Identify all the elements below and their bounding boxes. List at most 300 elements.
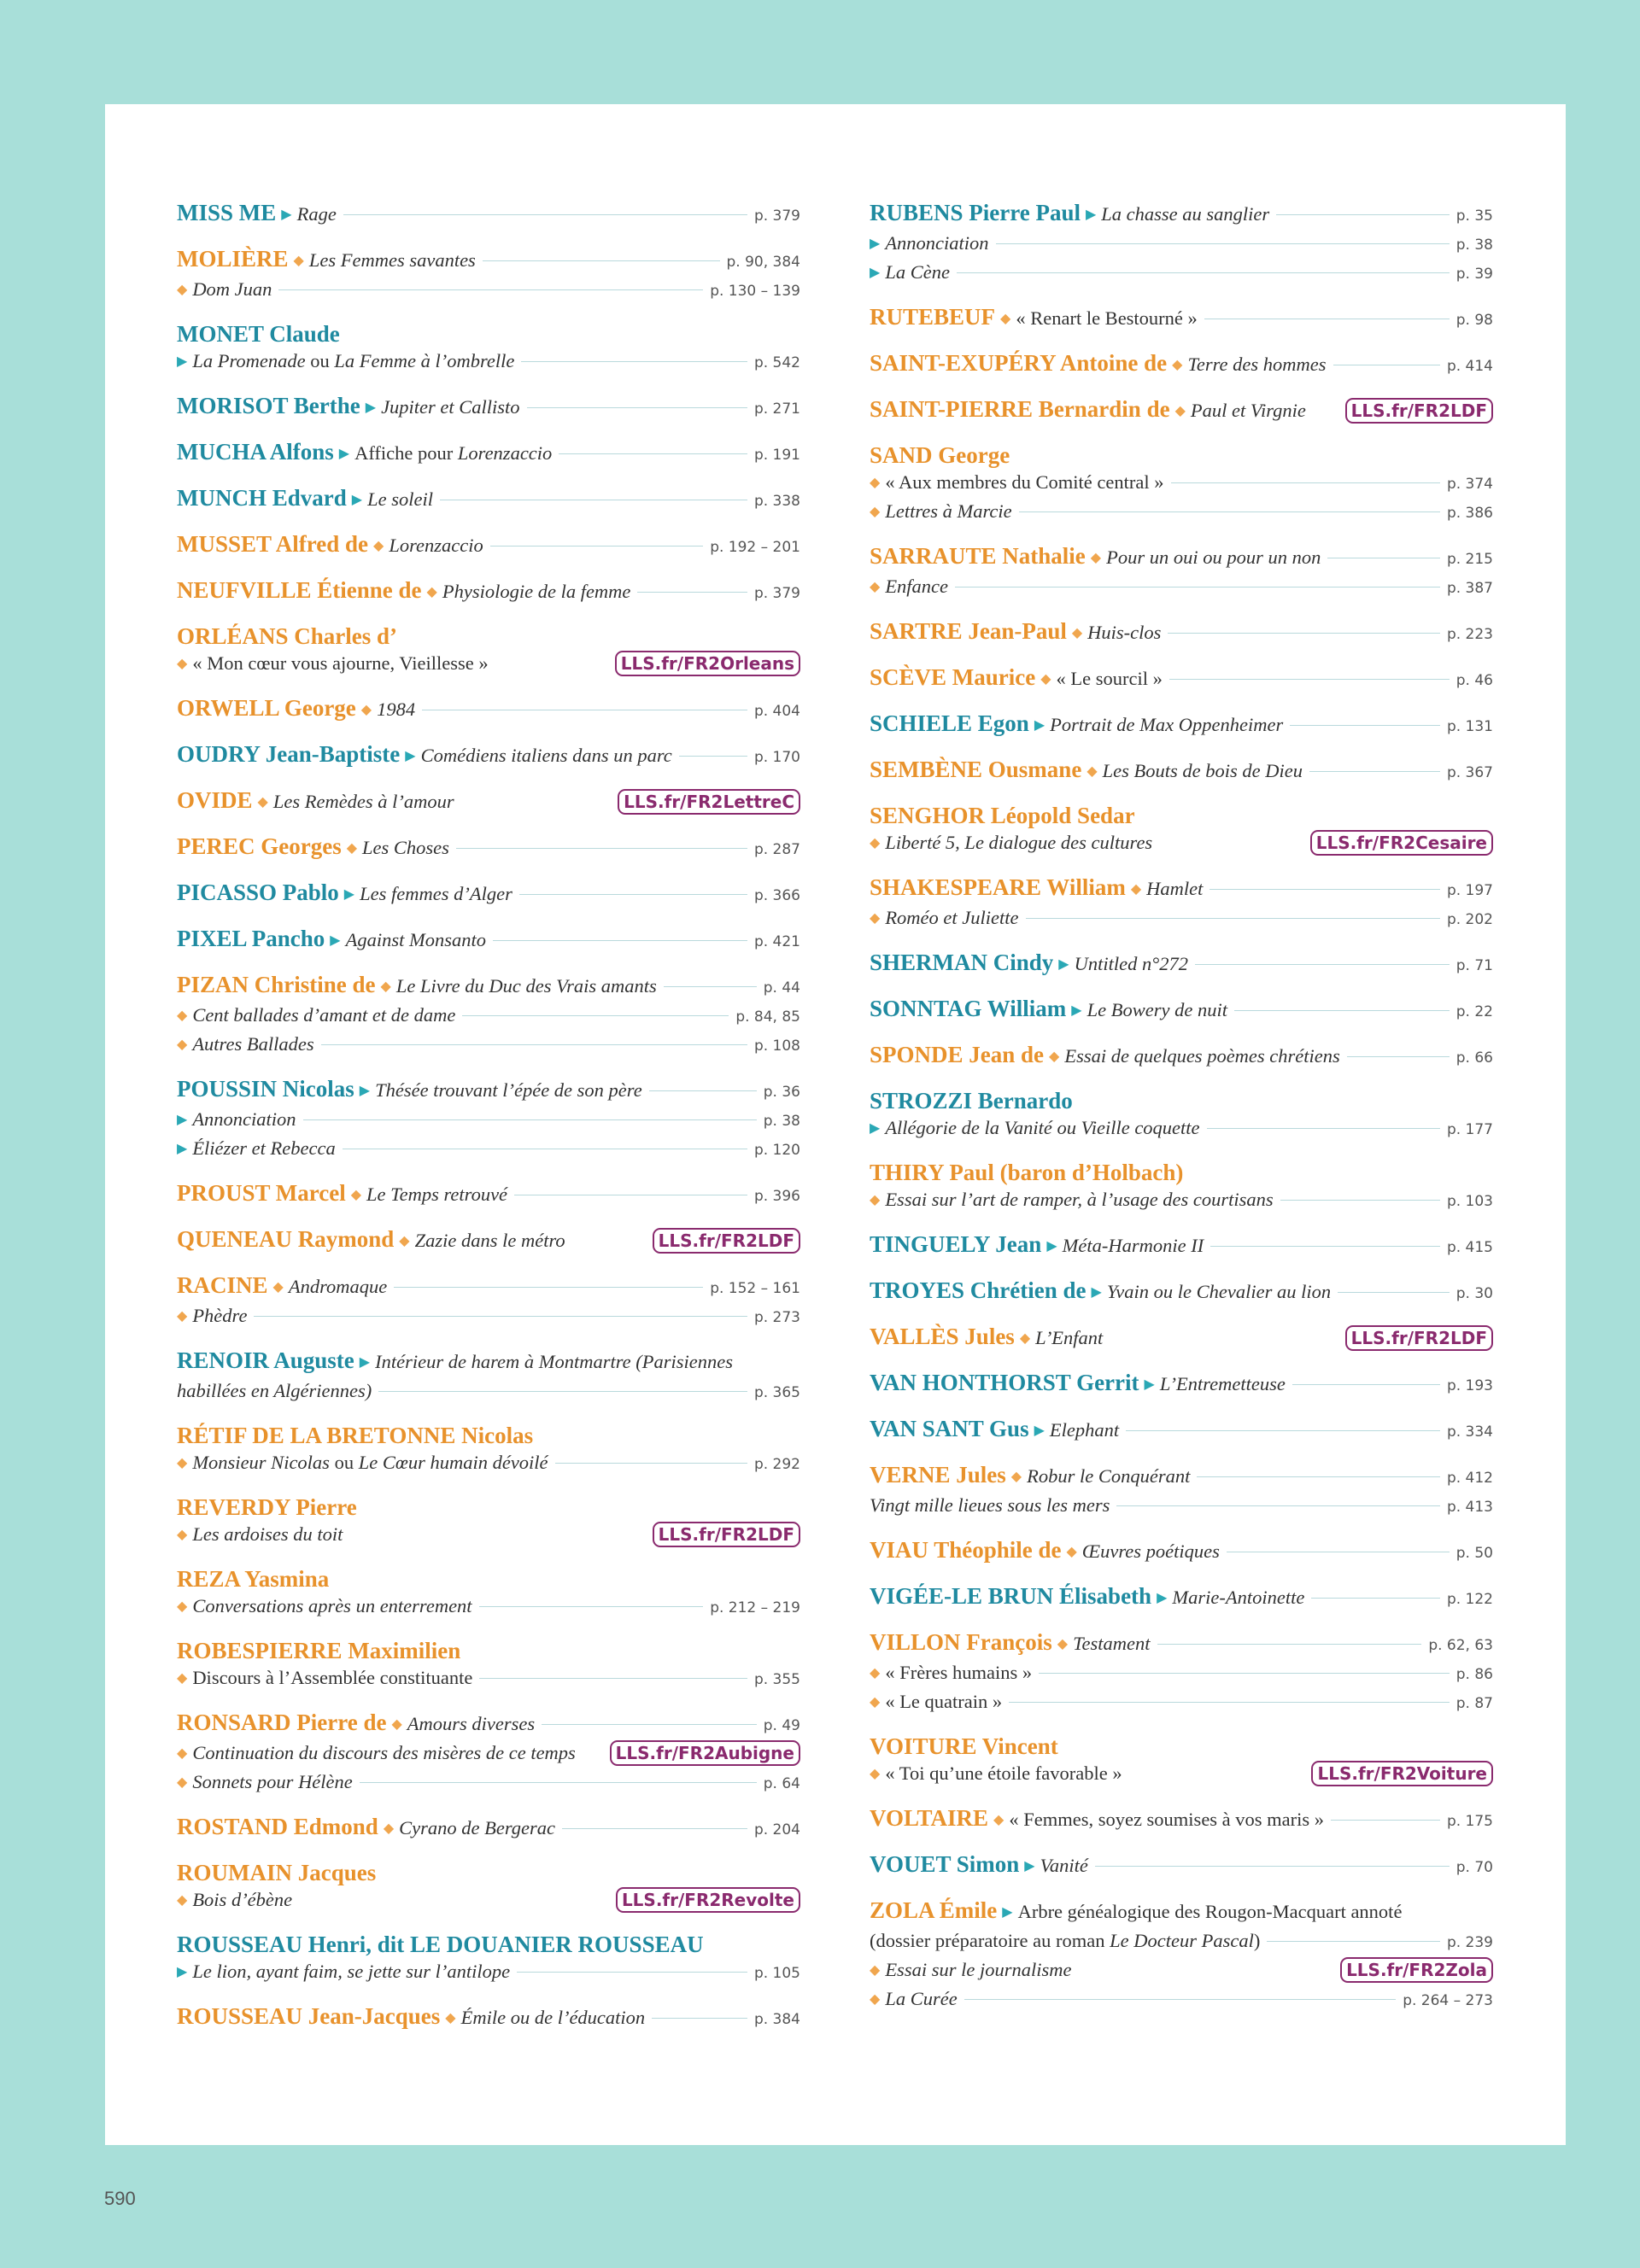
work-title [885, 1114, 1199, 1141]
author-name: VERNE Jules [870, 1462, 1006, 1488]
triangle-marker-icon: ▶ [870, 266, 881, 280]
diamond-marker-icon: ◆ [1019, 1331, 1031, 1346]
work-title [289, 1273, 387, 1300]
diamond-marker-icon: ◆ [177, 1775, 188, 1790]
work-title-part: 1984 [377, 699, 416, 720]
work-title-part: Les Choses [362, 837, 449, 858]
diamond-marker-icon: ◆ [391, 1717, 402, 1732]
leader-line [542, 1724, 757, 1725]
author-name: QUENEAU Raymond [177, 1226, 395, 1252]
work-title [192, 1958, 510, 1984]
work-title-part: Conversations après un enterrement [192, 1595, 472, 1616]
triangle-marker-icon: ▶ [1144, 1377, 1155, 1392]
triangle-marker-icon: ▶ [1034, 1423, 1045, 1438]
diamond-marker-icon: ◆ [1090, 551, 1102, 565]
leader-line [649, 1090, 757, 1091]
work-title [407, 1710, 535, 1737]
index-line [177, 1593, 800, 1622]
leader-line [1095, 1866, 1450, 1867]
work-title [1075, 950, 1188, 977]
author-name: SPONDE Jean de [870, 1042, 1045, 1067]
index-line [177, 485, 800, 515]
work-title [1050, 1417, 1119, 1443]
author-heading [870, 1160, 1493, 1186]
page-reference: p. 108 [753, 1038, 800, 1055]
work-title-part: Pour un oui ou pour un non [1106, 547, 1321, 568]
index-entry [870, 710, 1493, 740]
web-link[interactable]: LLS.fr/FR2Aubigne [610, 1740, 800, 1766]
leader-line [479, 1678, 747, 1679]
index-line [177, 439, 800, 469]
work-title [192, 348, 514, 374]
work-title [389, 532, 483, 558]
leader-line [1019, 511, 1440, 512]
index-entry [177, 1180, 800, 1210]
index-entry [870, 996, 1493, 1026]
leader-line [303, 1119, 757, 1120]
work-title-part: Intérieur de harem à Montmartre (Parisiennes [375, 1351, 733, 1372]
diamond-marker-icon: ◆ [870, 580, 881, 594]
author-name: VOUET Simon [870, 1851, 1020, 1877]
work-title [885, 829, 1152, 856]
work-title [885, 498, 1011, 524]
author-name: SHERMAN Cindy [870, 950, 1054, 975]
page-reference: p. 131 [1446, 718, 1493, 735]
page-reference: p. 66 [1456, 1049, 1493, 1067]
web-link[interactable]: LLS.fr/FR2LDF [653, 1228, 800, 1254]
page-reference: p. 542 [753, 354, 800, 371]
diamond-marker-icon: ◆ [272, 1280, 284, 1295]
index-line [177, 577, 800, 607]
web-link[interactable]: LLS.fr/FR2Voiture [1311, 1761, 1493, 1786]
index-line [870, 350, 1493, 380]
page-reference: p. 386 [1446, 505, 1493, 522]
web-link[interactable]: LLS.fr/FR2LDF [653, 1522, 800, 1547]
page-reference: p. 38 [763, 1113, 800, 1130]
index-line [177, 1135, 800, 1164]
work-title [1073, 1630, 1150, 1657]
leader-line [637, 592, 747, 593]
leader-line [1267, 1941, 1440, 1942]
page-reference: p. 204 [753, 1821, 800, 1838]
page-reference: p. 44 [763, 979, 800, 997]
work-title-part: Les Femmes savantes [308, 249, 476, 271]
author-heading [177, 1423, 800, 1449]
index-entry [177, 1423, 800, 1478]
leader-line [1331, 1820, 1440, 1821]
index-line [870, 1956, 1493, 1985]
author-name: POUSSIN Nicolas [177, 1076, 354, 1102]
index-line [177, 1002, 800, 1031]
leader-line [562, 1828, 747, 1829]
page-reference: p. 105 [753, 1965, 800, 1982]
author-name: VOLTAIRE [870, 1805, 989, 1831]
work-title-part: Lorenzaccio [457, 442, 553, 464]
index-line [177, 833, 800, 863]
page-reference: p. 62, 63 [1428, 1637, 1493, 1654]
work-title-part: Méta-Harmonie II [1062, 1235, 1204, 1256]
work-title-part: Les femmes d’Alger [360, 883, 512, 904]
work-title [1035, 1324, 1103, 1351]
triangle-marker-icon: ▶ [365, 400, 377, 415]
work-title [1101, 201, 1269, 227]
diamond-marker-icon: ◆ [1130, 882, 1142, 897]
page-reference: p. 334 [1446, 1423, 1493, 1441]
work-title-part: L’Entremetteuse [1159, 1373, 1286, 1394]
author-name: VAN SANT Gus [870, 1416, 1029, 1441]
work-title [375, 1348, 733, 1375]
web-link[interactable]: LLS.fr/FR2Cesaire [1310, 830, 1493, 856]
page-reference: p. 367 [1446, 764, 1493, 781]
work-title [1187, 351, 1326, 377]
index-line [177, 1347, 800, 1377]
work-title [1160, 1371, 1286, 1397]
web-link[interactable]: LLS.fr/FR2LDF [1345, 398, 1493, 424]
work-title-part: La Femme à l’ombrelle [334, 350, 515, 371]
leader-line [1116, 1505, 1440, 1506]
work-title-part: Untitled n°272 [1074, 953, 1188, 974]
index-entry [177, 2003, 800, 2033]
triangle-marker-icon: ▶ [870, 237, 881, 251]
leader-line [479, 1606, 704, 1607]
author-heading [177, 1860, 800, 1886]
work-title [885, 259, 950, 285]
work-title-part: La Cène [885, 261, 950, 283]
index-line [870, 1927, 1493, 1956]
page-reference: p. 98 [1456, 312, 1493, 329]
work-title-part: « Toi qu’une étoile favorable » [885, 1762, 1122, 1784]
index-page-sheet [105, 104, 1566, 2145]
leader-line [664, 986, 757, 987]
index-line [870, 1760, 1493, 1789]
web-link[interactable]: LLS.fr/FR2LDF [1345, 1325, 1493, 1351]
leader-line [1309, 771, 1440, 772]
author-heading [870, 442, 1493, 469]
page-reference: p. 384 [753, 2011, 800, 2028]
work-title [381, 394, 520, 420]
web-link[interactable]: LLS.fr/FR2Revolte [616, 1887, 800, 1913]
author-name: ORWELL George [177, 695, 356, 721]
work-title-part: La chasse au sanglier [1101, 203, 1270, 225]
diamond-marker-icon: ◆ [380, 979, 391, 994]
leader-line [652, 2018, 747, 2019]
diamond-marker-icon: ◆ [360, 703, 372, 717]
page-reference: p. 374 [1446, 476, 1493, 493]
author-name: RENOIR Auguste [177, 1347, 354, 1373]
index-entry [177, 880, 800, 909]
author-name: ZOLA Émile [870, 1897, 998, 1923]
leader-line [1168, 633, 1440, 634]
index-line [870, 498, 1493, 527]
diamond-marker-icon: ◆ [350, 1188, 362, 1202]
author-name: SONNTAG William [870, 996, 1067, 1021]
work-title-part: Essai sur l’art de ramper, à l’usage des courtisans [885, 1189, 1274, 1210]
diamond-marker-icon: ◆ [177, 1671, 188, 1686]
page-reference: p. 387 [1446, 580, 1493, 597]
index-line [177, 1664, 800, 1693]
diamond-marker-icon: ◆ [1040, 672, 1051, 687]
leader-line [957, 272, 1450, 273]
index-line [177, 787, 800, 817]
work-title [192, 1739, 576, 1766]
index-line [870, 200, 1493, 230]
index-line [870, 1114, 1493, 1143]
work-title-part: « Femmes, soyez soumises à vos maris » [1009, 1809, 1325, 1830]
index-entry [870, 1231, 1493, 1261]
author-name: RACINE [177, 1272, 268, 1298]
work-title [399, 1815, 555, 1841]
index-entry [870, 543, 1493, 602]
leader-line [1210, 889, 1440, 890]
index-line [177, 2003, 800, 2033]
index-entry [177, 439, 800, 469]
leader-line [1210, 1246, 1440, 1247]
web-link[interactable]: LLS.fr/FR2Zola [1340, 1957, 1493, 1983]
leader-line [519, 894, 747, 895]
work-title [362, 834, 449, 861]
index-entry [870, 1629, 1493, 1717]
triangle-marker-icon: ▶ [177, 1142, 188, 1156]
index-entry [870, 664, 1493, 694]
index-entry [870, 304, 1493, 334]
leader-line [679, 756, 747, 757]
work-title [885, 1186, 1273, 1213]
web-link[interactable]: LLS.fr/FR2Orleans [615, 651, 800, 676]
page-reference: p. 120 [753, 1142, 800, 1159]
work-title-part: Le soleil [367, 488, 433, 510]
page-reference: p. 264 – 273 [1403, 1992, 1493, 2009]
work-title-part: « Frères humains » [885, 1662, 1033, 1683]
work-title-part: Hamlet [1146, 878, 1204, 899]
author-name: ROUMAIN Jacques [177, 1860, 377, 1885]
diamond-marker-icon: ◆ [870, 1666, 881, 1681]
work-title [885, 904, 1018, 931]
work-title [1103, 757, 1303, 784]
author-name: RUTEBEUF [870, 304, 996, 330]
diamond-marker-icon: ◆ [177, 1599, 188, 1614]
work-title-part: Robur le Conquérant [1027, 1465, 1191, 1487]
author-name: PEREC Georges [177, 833, 342, 859]
work-title-part: Monsieur Nicolas [192, 1452, 330, 1473]
leader-line [1311, 1598, 1440, 1599]
index-line [870, 874, 1493, 904]
work-title-part: Œuvres poétiques [1081, 1540, 1220, 1562]
author-name: SCÈVE Maurice [870, 664, 1036, 690]
work-title-part: ) [1253, 1930, 1261, 1951]
leader-line [462, 1015, 729, 1016]
author-name: SHAKESPEARE William [870, 874, 1126, 900]
index-line [177, 246, 800, 276]
work-title [885, 573, 948, 599]
work-title-part: Vingt mille lieues sous les mers [870, 1494, 1110, 1516]
author-name: ROUSSEAU Henri, dit LE DOUANIER ROUSSEAU [177, 1932, 704, 1957]
work-title-part: Discours à l’Assemblée constituante [192, 1667, 473, 1688]
index-line [870, 618, 1493, 648]
index-entry [870, 1042, 1493, 1072]
diamond-marker-icon: ◆ [383, 1821, 395, 1836]
diamond-marker-icon: ◆ [1086, 764, 1098, 779]
work-title-part: Paul et Virgnie [1190, 400, 1306, 421]
author-heading [870, 1088, 1493, 1114]
index-entry [870, 950, 1493, 979]
index-line [870, 1370, 1493, 1400]
leader-line [456, 848, 747, 849]
page-reference: p. 49 [763, 1717, 800, 1734]
index-entry [870, 803, 1493, 858]
author-name: MUSSET Alfred de [177, 531, 369, 557]
author-name: ROSTAND Edmond [177, 1814, 378, 1839]
work-title-part: Le lion, ayant faim, se jette sur l’antilope [192, 1961, 511, 1982]
index-line [177, 1031, 800, 1060]
page-reference: p. 22 [1456, 1003, 1493, 1020]
work-title [885, 1688, 1002, 1715]
work-title [415, 1227, 565, 1254]
author-name: RONSARD Pierre de [177, 1710, 387, 1735]
page-reference: p. 193 [1446, 1377, 1493, 1394]
index-entry [870, 350, 1493, 380]
index-line [177, 531, 800, 561]
index-entry [177, 1347, 800, 1406]
triangle-marker-icon: ▶ [1002, 1905, 1013, 1920]
index-line [870, 1277, 1493, 1307]
diamond-marker-icon: ◆ [177, 1008, 188, 1023]
index-line [870, 469, 1493, 498]
index-entry [870, 1324, 1493, 1353]
index-entry [177, 1860, 800, 1915]
page-reference: p. 86 [1456, 1666, 1493, 1683]
triangle-marker-icon: ▶ [359, 1355, 371, 1370]
index-line [177, 1886, 800, 1915]
work-title [1106, 544, 1321, 570]
index-line [870, 1659, 1493, 1688]
page-reference: p. 175 [1446, 1813, 1493, 1830]
leader-line [1157, 1644, 1422, 1645]
work-title [870, 1492, 1110, 1518]
page-reference: p. 365 [753, 1384, 800, 1401]
author-name: MONET Claude [177, 321, 340, 347]
author-name: VILLON François [870, 1629, 1052, 1655]
index-entry [177, 833, 800, 863]
index-line [177, 1076, 800, 1106]
work-title [1063, 1232, 1204, 1259]
index-line [870, 573, 1493, 602]
page-reference: p. 152 – 161 [710, 1280, 800, 1297]
index-entry [177, 1226, 800, 1256]
work-title [885, 1956, 1071, 1983]
index-entry [870, 757, 1493, 786]
triangle-marker-icon: ▶ [338, 447, 350, 461]
work-title-part: Le Cœur humain dévoilé [358, 1452, 548, 1473]
index-line [177, 1106, 800, 1135]
author-heading [177, 623, 800, 650]
author-name: SAND George [870, 442, 1010, 468]
work-title-part: Marie-Antoinette [1172, 1587, 1305, 1608]
leader-line [521, 361, 747, 362]
leader-line [1234, 1010, 1450, 1011]
page-reference: p. 64 [763, 1775, 800, 1792]
index-line [177, 1449, 800, 1478]
diamond-marker-icon: ◆ [870, 1767, 881, 1781]
work-title-part: Cent ballades d’amant et de dame [192, 1004, 456, 1026]
work-title-part: ou [329, 1452, 359, 1473]
work-title-part: « Aux membres du Comité central » [885, 471, 1164, 493]
index-entry [870, 200, 1493, 288]
leader-line [378, 1391, 747, 1392]
work-title-part: Essai de quelques poèmes chrétiens [1064, 1045, 1340, 1067]
diamond-marker-icon: ◆ [177, 1038, 188, 1052]
work-title-part: Huis-clos [1087, 622, 1162, 643]
author-name: VIAU Théophile de [870, 1537, 1062, 1563]
work-title-part: Zazie dans le métro [414, 1230, 565, 1251]
leader-line [1039, 1673, 1450, 1674]
page-reference: p. 71 [1456, 957, 1493, 974]
work-title-part: Terre des hommes [1187, 354, 1327, 375]
work-title [461, 2004, 646, 2031]
work-title [192, 1768, 352, 1795]
page-reference: p. 379 [753, 208, 800, 225]
diamond-marker-icon: ◆ [177, 1456, 188, 1470]
work-title-part: La Promenade [192, 350, 306, 371]
index-line [870, 1897, 1493, 1927]
leader-line [1197, 1476, 1440, 1477]
index-line [177, 1958, 800, 1987]
work-title [1018, 1898, 1403, 1925]
leader-line [394, 1287, 703, 1288]
work-title-part: Amours diverses [407, 1713, 536, 1734]
work-title [346, 926, 486, 953]
work-title-part: Phèdre [192, 1305, 248, 1326]
index-line [870, 904, 1493, 933]
work-title-part: Essai sur le journalisme [885, 1959, 1072, 1980]
work-title-part: Elephant [1049, 1419, 1120, 1441]
author-name: PIXEL Pancho [177, 926, 325, 951]
author-name: NEUFVILLE Étienne de [177, 577, 422, 603]
index-entry [177, 200, 800, 230]
index-line [870, 829, 1493, 858]
page-reference: p. 70 [1456, 1859, 1493, 1876]
leader-line [490, 546, 703, 547]
diamond-marker-icon: ◆ [870, 505, 881, 519]
leader-line [1009, 1702, 1450, 1703]
page-reference: p. 239 [1446, 1934, 1493, 1951]
index-line [870, 1688, 1493, 1717]
leader-line [1347, 1056, 1450, 1057]
page-reference: p. 287 [753, 841, 800, 858]
index-entry [870, 1851, 1493, 1881]
index-entry [177, 1814, 800, 1844]
work-title [1040, 1852, 1088, 1879]
work-title [1146, 875, 1203, 902]
work-title-part: Allégorie de la Vanité ou Vieille coquette [885, 1117, 1200, 1138]
leader-line [1126, 1430, 1440, 1431]
author-name: RUBENS Pierre Paul [870, 200, 1081, 225]
page-reference: p. 223 [1446, 626, 1493, 643]
work-title [309, 247, 476, 273]
index-entry [870, 1805, 1493, 1835]
index-line [177, 926, 800, 956]
leader-line [1338, 1292, 1450, 1293]
author-name: ROUSSEAU Jean-Jacques [177, 2003, 441, 2029]
web-link[interactable]: LLS.fr/FR2LettreC [618, 789, 800, 815]
work-title [396, 973, 657, 999]
work-title-part: Roméo et Juliette [885, 907, 1019, 928]
leader-line [1171, 482, 1440, 483]
index-line [177, 880, 800, 909]
index-line [177, 200, 800, 230]
page-reference: p. 191 [753, 447, 800, 464]
diamond-marker-icon: ◆ [1057, 1637, 1069, 1651]
index-line [870, 1492, 1493, 1521]
